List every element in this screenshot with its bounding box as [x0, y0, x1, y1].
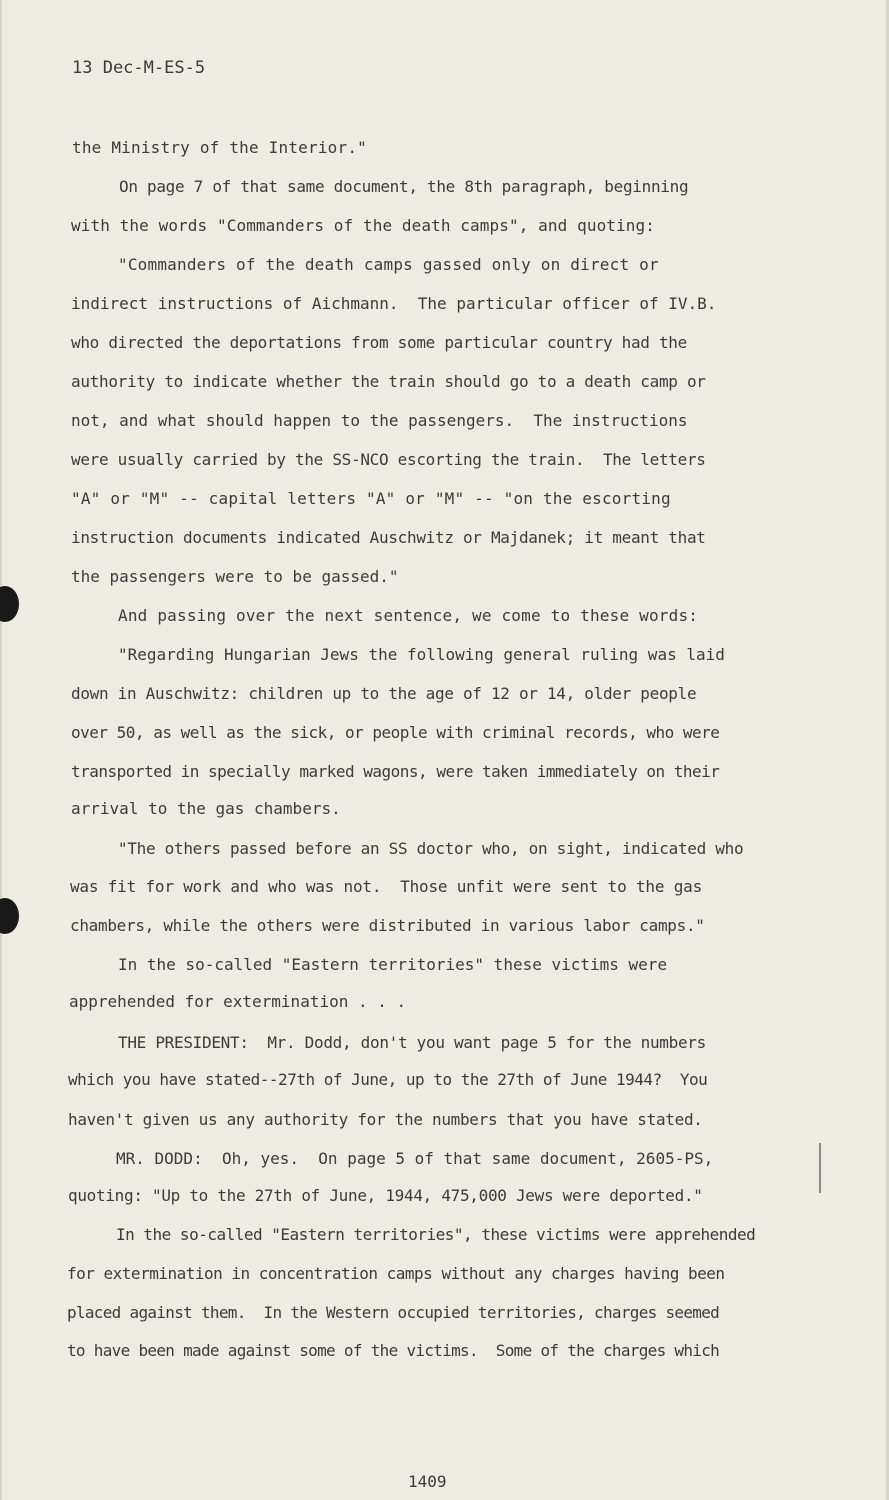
text-line: which you have stated--27th of June, up to the 27th of June 1944? You: [68, 1070, 708, 1089]
text-line: who directed the deportations from some particular country had the: [71, 333, 687, 352]
text-line: "The others passed before an SS doctor who, on sight, indicated who: [118, 839, 744, 858]
punch-hole-lower: [0, 898, 19, 934]
text-line: with the words "Commanders of the death camps", and quoting:: [71, 216, 655, 235]
text-line: the Ministry of the Interior.": [72, 138, 367, 157]
text-line: was fit for work and who was not. Those unfit were sent to the gas: [70, 877, 702, 896]
text-line: down in Auschwitz: children up to the age of 12 or 14, older people: [71, 684, 697, 703]
page-number: 1409: [408, 1472, 447, 1491]
text-line: quoting: "Up to the 27th of June, 1944, 475,000 Jews were deported.": [68, 1186, 703, 1205]
text-line: transported in specially marked wagons, were taken immediately on their: [71, 762, 720, 781]
text-line: indirect instructions of Aichmann. The particular officer of IV.B.: [71, 294, 717, 313]
text-line: placed against them. In the Western occupied territories, charges seemed: [67, 1303, 720, 1322]
text-line: "A" or "M" -- capital letters "A" or "M" -- "on the escorting: [71, 489, 671, 508]
text-line: to have been made against some of the victims. Some of the charges which: [67, 1341, 720, 1360]
text-line: arrival to the gas chambers.: [71, 799, 341, 818]
text-line: MR. DODD: Oh, yes. On page 5 of that same document, 2605-PS,: [116, 1149, 714, 1168]
margin-mark: [819, 1143, 821, 1193]
text-line: over 50, as well as the sick, or people with criminal records, who were: [71, 723, 720, 742]
text-line: were usually carried by the SS-NCO escorting the train. The letters: [71, 450, 706, 469]
text-line: for extermination in concentration camps without any charges having been: [67, 1264, 725, 1283]
text-line: chambers, while the others were distributed in various labor camps.": [70, 916, 705, 935]
text-line: On page 7 of that same document, the 8th paragraph, beginning: [119, 177, 689, 196]
text-line: In the so-called "Eastern territories", these victims were apprehended: [116, 1225, 756, 1244]
text-line: the passengers were to be gassed.": [71, 567, 399, 586]
text-line: "Commanders of the death camps gassed only on direct or: [118, 255, 659, 274]
text-line: In the so-called "Eastern territories" these victims were: [118, 955, 668, 974]
text-line: haven't given us any authority for the numbers that you have stated.: [68, 1110, 703, 1129]
text-line: THE PRESIDENT: Mr. Dodd, don't you want page 5 for the numbers: [118, 1033, 706, 1052]
punch-hole-upper: [0, 586, 19, 622]
text-line: not, and what should happen to the passengers. The instructions: [71, 411, 688, 430]
text-line: instruction documents indicated Auschwitz or Majdanek; it meant that: [71, 528, 706, 547]
text-line: "Regarding Hungarian Jews the following general ruling was laid: [118, 645, 725, 664]
document-reference: 13 Dec-M-ES-5: [72, 58, 206, 78]
text-line: And passing over the next sentence, we come to these words:: [118, 606, 699, 625]
text-line: apprehended for extermination . . .: [69, 992, 407, 1011]
text-line: authority to indicate whether the train should go to a death camp or: [71, 372, 706, 391]
left-page-edge: [0, 0, 2, 1500]
